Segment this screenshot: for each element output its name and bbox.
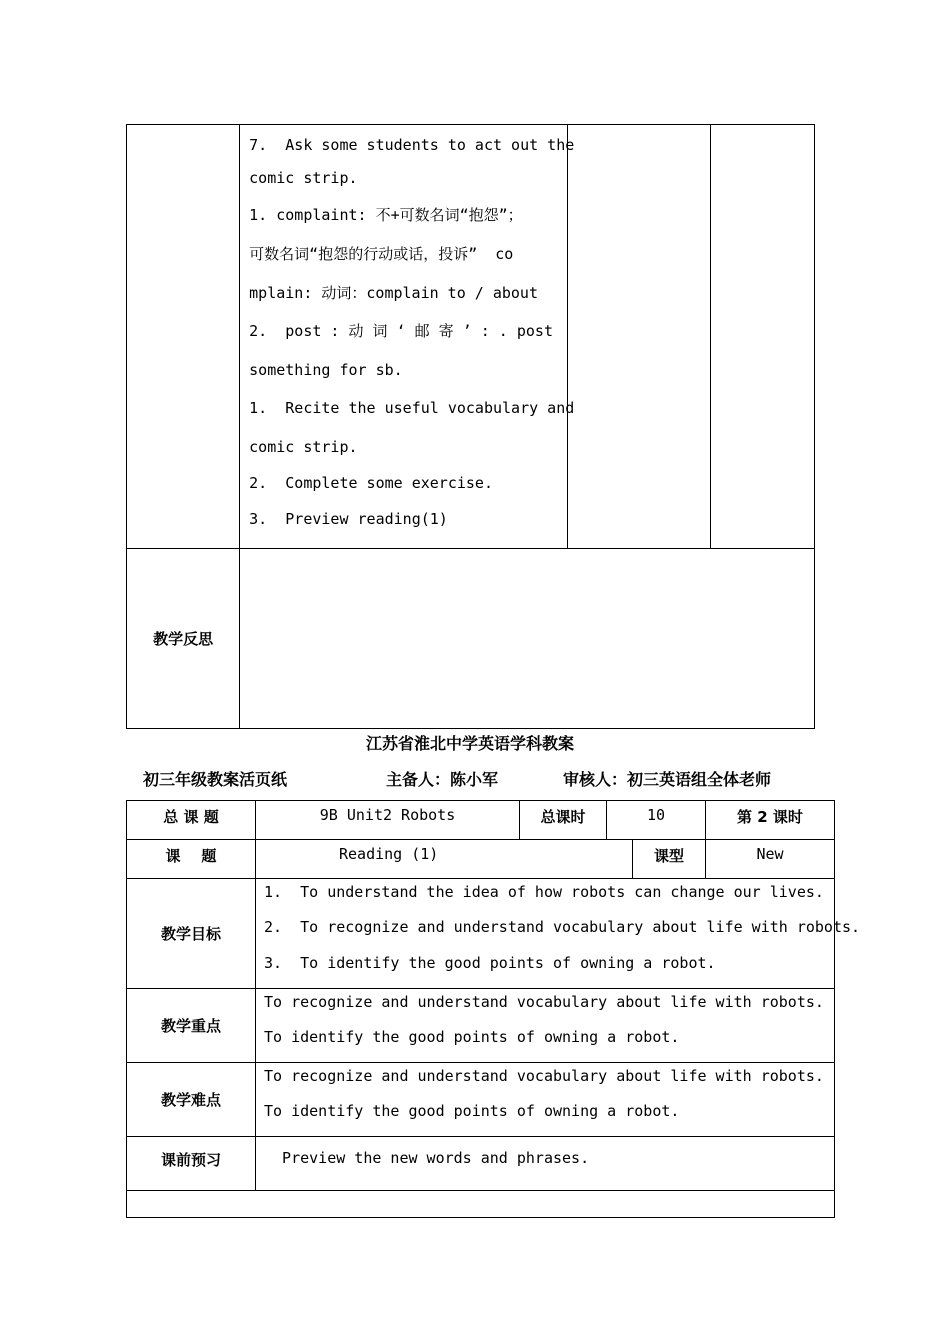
difficult-point-1: To recognize and understand vocabulary about life with robots. [264,1067,824,1085]
objectives-label: 教学目标 [127,879,256,989]
topic-value: Reading (1) [256,840,633,879]
preparer: 主备人：陈小军 [386,770,499,789]
key-point-2: To identify the good points of owning a robot. [264,1028,680,1046]
note-post: 2. post : 动 词 ‘ 邮 寄 ’ : . post something for sb. [249,322,553,379]
lesson-plan-table [126,800,861,1218]
note-complaint: 1. complaint: 不+可数名词“抱怨”； 可数名词“抱怨的行动或话，投诉” co mplain: 动词：complain to / about [249,206,538,302]
lesson-type-label: 课型 [633,840,706,879]
reviewer: 审核人：初三英语组全体老师 [563,770,772,789]
empty-footer-row [127,1191,835,1218]
steps-cell [240,125,575,549]
homework-recite: 1. Recite the useful vocabulary and comic strip. [249,399,575,456]
reflection-label: 教学反思 [127,549,240,729]
key-point-1: To recognize and understand vocabulary about life with robots. [264,993,824,1011]
lesson-number: 第 2 课时 [706,801,835,840]
objectives-cell [256,879,861,989]
reflection-content [240,549,815,729]
step-7: 7. Ask some students to act out the comic strip. [249,136,575,187]
total-hours-value: 10 [607,801,706,840]
total-hours-label: 总课时 [520,801,607,840]
objective-1: 1. To understand the idea of how robots can change our lives. [264,883,824,901]
lesson-continuation-table [126,124,815,729]
lesson-type-value: New [706,840,835,879]
grade-label: 初三年级教案活页纸 [143,770,288,789]
total-topic-label: 总 课 题 [127,801,256,840]
homework-preview: 3. Preview reading(1) [249,510,448,528]
key-points-cell [256,989,835,1063]
topic-label: 课 题 [127,840,256,879]
empty-label-cell [127,125,240,549]
difficult-point-2: To identify the good points of owning a robot. [264,1102,680,1120]
key-points-label: 教学重点 [127,989,256,1063]
total-topic-value: 9B Unit2 Robots [256,801,520,840]
objective-3: 3. To identify the good points of owning a robot. [264,954,716,972]
preview-label: 课前预习 [127,1137,256,1191]
objective-2: 2. To recognize and understand vocabulary about life with robots. [264,918,861,936]
difficult-points-cell [256,1063,835,1137]
empty-cell-4 [710,125,814,549]
empty-cell-3 [567,125,710,549]
preview-value: Preview the new words and phrases. [256,1137,835,1191]
difficult-points-label: 教学难点 [127,1063,256,1137]
document-title: 江苏省淮北中学英语学科教案 [366,734,575,753]
homework-exercise: 2. Complete some exercise. [249,474,493,492]
